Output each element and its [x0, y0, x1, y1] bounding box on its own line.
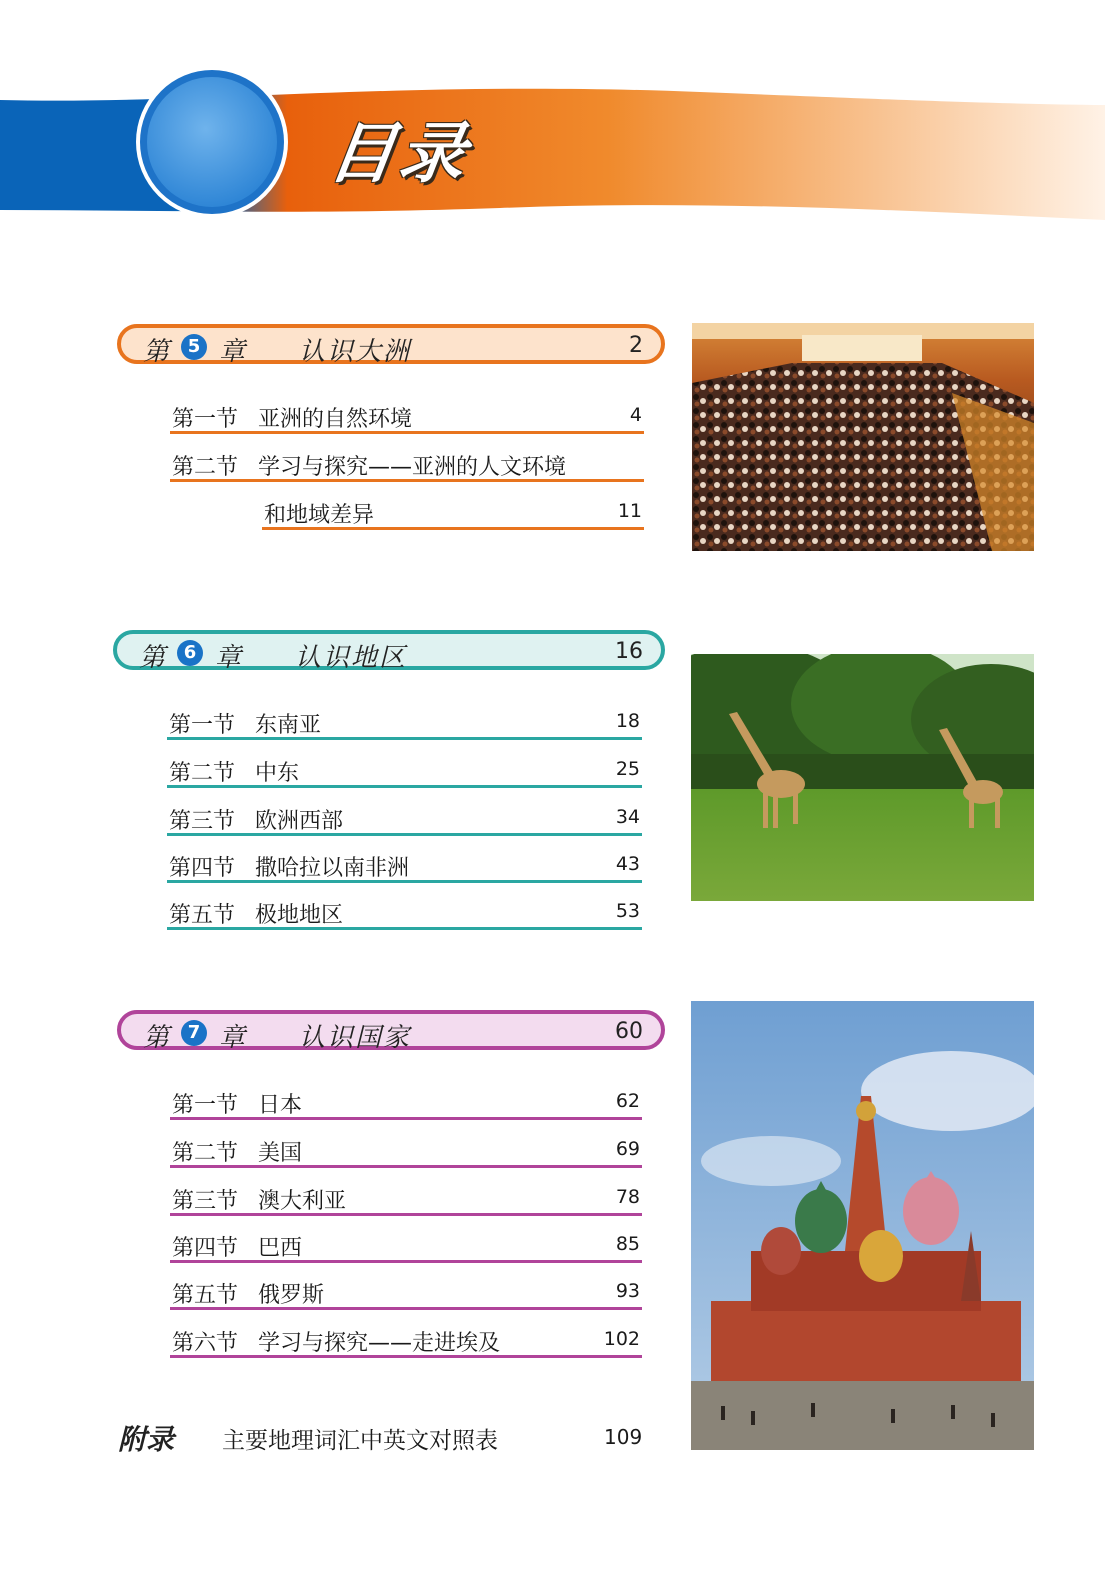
chapter-number-badge: 7	[181, 1020, 207, 1046]
section-row[interactable]	[167, 704, 642, 740]
chapter-suffix: 章	[219, 337, 246, 367]
section-row[interactable]	[167, 752, 642, 788]
st-basils-cathedral-photo	[691, 1001, 1034, 1450]
chapter-title: 认识国家	[299, 1023, 412, 1053]
section-title: 中东	[255, 761, 300, 786]
section-title: 日本	[258, 1093, 303, 1118]
section-page: 69	[615, 1138, 640, 1160]
section-page: 25	[615, 758, 640, 780]
chapter-page: 16	[615, 639, 643, 664]
section-label: 第二节	[172, 455, 239, 480]
section-row[interactable]	[167, 800, 642, 836]
section-label: 第一节	[169, 713, 236, 738]
section-label: 第四节	[169, 856, 236, 881]
section-row[interactable]	[170, 1322, 642, 1358]
chapter-7-heading[interactable]	[117, 1010, 665, 1053]
appendix-page: 109	[604, 1425, 643, 1449]
section-label: 第五节	[169, 903, 236, 928]
appendix-title: 主要地理词汇中英文对照表	[222, 1428, 498, 1454]
chapter-prefix: 第	[143, 337, 170, 367]
chapter-suffix: 章	[219, 1023, 246, 1053]
section-title: 欧洲西部	[255, 809, 344, 834]
section-page: 18	[615, 710, 640, 732]
section-row[interactable]	[170, 1132, 642, 1168]
section-page: 53	[615, 900, 640, 922]
chapter-prefix: 第	[143, 1023, 170, 1053]
section-row-continued[interactable]	[262, 494, 644, 530]
giraffes-savanna-photo	[691, 654, 1034, 901]
section-row[interactable]	[170, 398, 644, 434]
chapter-suffix: 章	[215, 643, 242, 673]
section-title: 东南亚	[255, 713, 322, 738]
section-title: 美国	[258, 1141, 303, 1166]
section-row[interactable]	[170, 1227, 642, 1263]
chapter-6-heading[interactable]	[113, 630, 665, 673]
section-title: 俄罗斯	[258, 1283, 325, 1308]
section-label: 第一节	[172, 407, 239, 432]
section-label: 第三节	[169, 809, 236, 834]
section-row[interactable]	[170, 1274, 642, 1310]
section-label: 第二节	[169, 761, 236, 786]
banner-graphic	[0, 60, 1105, 240]
section-title: 学习与探究——亚洲的人文环境	[258, 455, 567, 480]
section-row[interactable]	[167, 847, 642, 883]
section-page: 78	[615, 1186, 640, 1208]
section-row[interactable]	[170, 446, 644, 482]
chapter-title: 认识地区	[295, 643, 408, 673]
section-title: 巴西	[258, 1236, 303, 1261]
section-row[interactable]	[167, 894, 642, 930]
section-title: 极地地区	[255, 903, 344, 928]
chapter-prefix: 第	[139, 643, 166, 673]
section-title: 和地域差异	[264, 503, 375, 528]
section-label: 第三节	[172, 1189, 239, 1214]
chapter-page: 60	[615, 1019, 643, 1044]
section-label: 第四节	[172, 1236, 239, 1261]
section-label: 第五节	[172, 1283, 239, 1308]
toc-banner	[0, 60, 1105, 240]
section-page: 102	[603, 1328, 640, 1350]
section-page: 11	[617, 500, 642, 522]
section-label: 第二节	[172, 1141, 239, 1166]
section-title: 学习与探究——走进埃及	[258, 1331, 501, 1356]
section-page: 85	[615, 1233, 640, 1255]
section-row[interactable]	[170, 1084, 642, 1120]
chapter-5-heading[interactable]	[117, 324, 665, 367]
page-title: 目录	[323, 115, 475, 192]
chapter-number-badge: 5	[181, 334, 207, 360]
chapter-number-badge: 6	[177, 640, 203, 666]
section-page: 4	[629, 404, 642, 426]
section-row[interactable]	[170, 1180, 642, 1216]
chapter-page: 2	[629, 333, 643, 358]
crowd-hall-photo	[692, 323, 1034, 551]
section-page: 34	[615, 806, 640, 828]
section-label: 第六节	[172, 1331, 239, 1356]
section-page: 43	[615, 853, 640, 875]
appendix-label: 附录	[118, 1423, 175, 1456]
chapter-title: 认识大洲	[299, 337, 412, 367]
section-page: 93	[615, 1280, 640, 1302]
section-title: 撒哈拉以南非洲	[255, 856, 410, 881]
section-title: 澳大利亚	[258, 1189, 347, 1214]
section-label: 第一节	[172, 1093, 239, 1118]
section-page: 62	[615, 1090, 640, 1112]
section-title: 亚洲的自然环境	[258, 407, 413, 432]
